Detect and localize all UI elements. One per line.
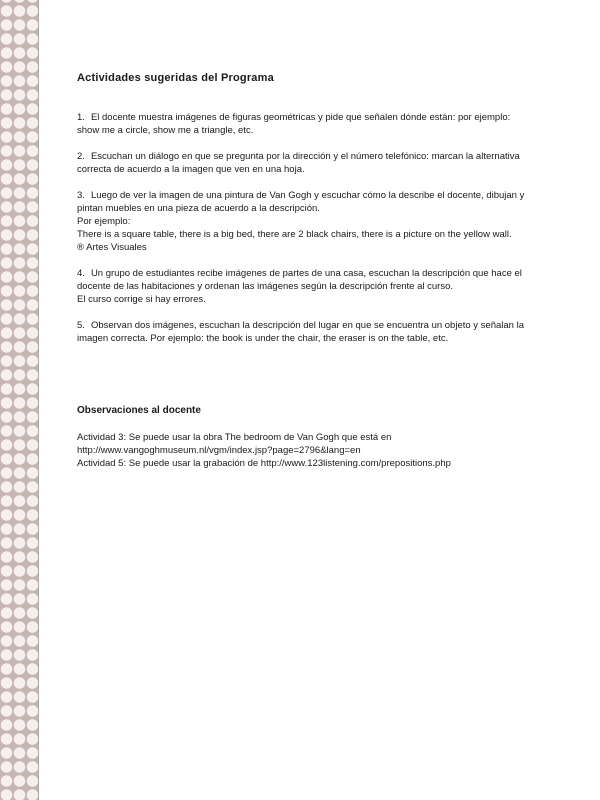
activities-list xyxy=(77,111,532,358)
activity-line: 1. El docente muestra imágenes de figuras geométricas y pide que señalen dónde están: por ejemplo: xyxy=(77,112,511,123)
activity-5 xyxy=(77,319,532,345)
activity-4 xyxy=(77,267,532,306)
decorative-sidebar xyxy=(0,0,39,800)
observation-line: Actividad 3: Se puede usar la obra The bedroom de Van Gogh que está en xyxy=(77,432,392,443)
observations-body xyxy=(77,431,532,470)
activity-line: 5. Observan dos imágenes, escuchan la descripción del lugar en que se encuentra un objeto y señalan la imagen correcta. Por ejemplo: the book is under the chair, the eraser is on the table, etc. xyxy=(77,320,524,344)
observations-title: Observaciones al docente xyxy=(77,405,201,416)
activity-line: 3. Luego de ver la imagen de una pintura de Van Gogh y escuchar cómo la describe el docente, dibujan y pintan muebles en una pieza de acuerdo a la descripción. xyxy=(77,190,525,214)
activity-line: ® Artes Visuales xyxy=(77,242,147,253)
activity-number: 2. xyxy=(77,151,85,162)
activity-line: show me a circle, show me a triangle, etc. xyxy=(77,125,254,136)
activity-line: Por ejemplo: xyxy=(77,216,131,227)
observation-line[interactable]: Actividad 5: Se puede usar la grabación de http://www.123listening.com/prepositions.php xyxy=(77,458,451,469)
activity-line: There is a square table, there is a big bed, there are 2 black chairs, there is a picture on the yellow wall. xyxy=(77,229,512,240)
activity-3 xyxy=(77,189,532,254)
observation-link[interactable]: http://www.vangoghmuseum.nl/vgm/index.jsp?page=2796&lang=en xyxy=(77,445,361,456)
activity-line: El curso corrige si hay errores. xyxy=(77,294,206,305)
activity-line: 2. Escuchan un diálogo en que se pregunta por la dirección y el número telefónico: marcan la alternativa correcta de acuerdo a la imagen que ven en una hoja. xyxy=(77,151,520,175)
activity-2 xyxy=(77,150,532,176)
activity-number: 5. xyxy=(77,320,85,331)
section-title: Actividades sugeridas del Programa xyxy=(77,72,274,84)
activity-1 xyxy=(77,111,532,137)
activity-number: 3. xyxy=(77,190,85,201)
activity-number: 1. xyxy=(77,112,85,123)
activity-line: 4. Un grupo de estudiantes recibe imágenes de partes de una casa, escuchan la descripción que hace el docente de las habitaciones y ordenan las imágenes según la descripción frente al curso. xyxy=(77,268,522,292)
activity-number: 4. xyxy=(77,268,85,279)
